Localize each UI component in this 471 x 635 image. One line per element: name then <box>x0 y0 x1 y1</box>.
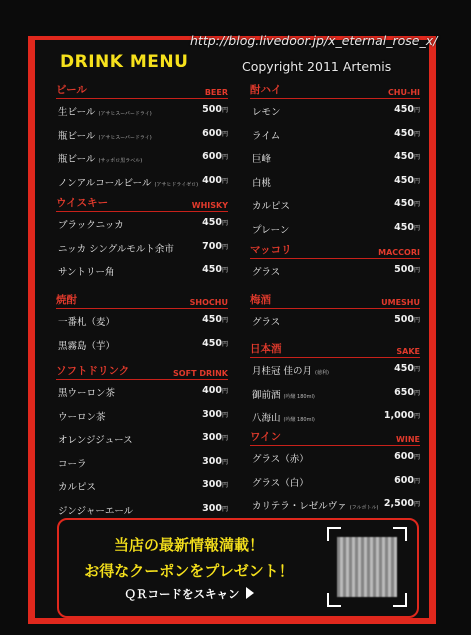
section-title-jp: 焼酎 <box>56 294 77 306</box>
menu-item-softdrink <box>56 479 228 493</box>
price-unit: 円 <box>221 317 228 324</box>
item-name-text: オレンジジュース <box>58 435 133 446</box>
item-name <box>252 198 290 212</box>
menu-item-shochu <box>56 338 228 352</box>
section-header-shochu <box>56 293 228 309</box>
item-price <box>394 128 420 139</box>
item-name <box>58 385 115 399</box>
price-unit: 円 <box>221 505 228 513</box>
price-unit: 円 <box>221 267 228 274</box>
item-name-text: 一番札（麦） <box>58 317 116 328</box>
section-title-en: SAKE <box>396 347 420 356</box>
section-title-jp: マッコリ <box>250 244 292 256</box>
section-title-en: CHU-HI <box>387 88 420 97</box>
item-note: (アサヒスーパードライ) <box>98 111 152 117</box>
item-name <box>252 222 289 236</box>
item-name-text: グラス（白） <box>252 477 309 489</box>
price-value: 450 <box>394 363 414 374</box>
menu-item-chuhi <box>250 128 420 142</box>
price-value: 450 <box>394 174 414 186</box>
promo-banner <box>57 518 419 618</box>
price-value: 600 <box>394 474 414 486</box>
item-name-text: カリテラ・レゼルヴァ <box>252 501 347 512</box>
price-unit: 円 <box>221 482 228 489</box>
price-unit: 円 <box>221 243 228 251</box>
section-header-chuhi <box>250 83 420 99</box>
price-value: 450 <box>394 127 414 139</box>
menu-item-sake <box>250 363 420 377</box>
section-title-jp: ソフトドリンク <box>56 365 130 377</box>
menu-item-wine <box>250 451 420 465</box>
price-value: 500 <box>394 314 414 325</box>
price-value: 450 <box>394 198 414 209</box>
price-unit: 円 <box>221 458 228 466</box>
menu-title: DRINK MENU <box>60 52 189 72</box>
item-name <box>58 409 106 423</box>
price-value: 300 <box>202 479 222 490</box>
price-value: 500 <box>394 264 414 275</box>
item-name-text: 月桂冠 佳の月 <box>252 366 313 377</box>
price-value: 300 <box>202 502 222 514</box>
item-price <box>394 264 420 275</box>
price-unit: 円 <box>221 388 228 395</box>
item-price <box>202 456 228 467</box>
item-name <box>58 503 133 517</box>
item-name-text: ジンジャーエール <box>58 505 134 517</box>
item-name-text: カルピス <box>58 482 97 493</box>
price-unit: 円 <box>221 435 228 442</box>
price-unit: 円 <box>413 130 420 138</box>
item-price <box>394 387 420 398</box>
price-value: 500 <box>202 104 222 115</box>
price-unit: 円 <box>221 411 228 419</box>
item-name-text: カルピス <box>252 201 291 212</box>
section-title-en: WINE <box>396 435 420 444</box>
price-unit: 円 <box>221 107 228 114</box>
price-value: 650 <box>394 386 414 398</box>
item-name <box>58 264 115 278</box>
menu-item-beer <box>56 151 228 165</box>
play-triangle-icon <box>246 587 254 599</box>
promo-line-1: 当店の最新情報満載！ <box>113 536 264 554</box>
item-name-text: 御前酒 <box>252 389 281 401</box>
price-value: 450 <box>202 217 222 228</box>
item-name <box>58 128 152 142</box>
price-unit: 円 <box>221 130 228 138</box>
price-value: 600 <box>202 151 222 162</box>
item-price <box>202 241 228 252</box>
price-unit: 円 <box>413 501 420 508</box>
price-value: 300 <box>202 408 222 420</box>
item-name <box>252 451 309 465</box>
price-value: 1,000 <box>383 410 414 421</box>
item-price <box>202 151 228 162</box>
item-note: (吟醸 180ml) <box>283 393 315 400</box>
price-value: 700 <box>202 240 222 252</box>
item-name <box>252 175 271 189</box>
item-name-text: ブラックニッカ <box>58 220 124 231</box>
item-note: (吟醸 180ml) <box>283 417 315 423</box>
section-header-sake <box>250 342 420 358</box>
item-name-text: プレーン <box>252 224 290 236</box>
item-name <box>58 104 152 118</box>
item-note: (アサヒドライゼロ) <box>154 181 199 188</box>
price-unit: 円 <box>413 413 420 420</box>
section-header-umeshu <box>250 293 420 309</box>
menu-item-softdrink <box>56 432 228 446</box>
watermark-copyright: Copyright 2011 Artemis <box>242 59 392 74</box>
price-unit: 円 <box>221 340 228 348</box>
section-header-wine <box>250 430 420 446</box>
section-header-beer <box>56 83 228 99</box>
price-unit: 円 <box>221 220 228 227</box>
section-title-jp: ワイン <box>250 431 282 443</box>
menu-item-whisky <box>56 241 228 255</box>
item-name <box>252 151 271 165</box>
menu-item-sake <box>250 410 420 424</box>
item-price <box>202 104 228 115</box>
item-price <box>202 264 228 275</box>
item-name-text: グラス <box>252 317 281 328</box>
menu-item-chuhi <box>250 198 420 212</box>
price-value: 450 <box>202 264 222 275</box>
menu-item-whisky <box>56 217 228 231</box>
scan-label: ＱＲコードをスキャン <box>124 587 240 601</box>
item-price <box>202 479 228 490</box>
item-name-text: ノンアルコールビール <box>58 177 152 189</box>
item-price <box>202 338 228 349</box>
item-note: (アサヒスーパードライ) <box>98 134 152 141</box>
item-name <box>252 498 378 512</box>
item-name-text: サントリー角 <box>58 267 115 278</box>
menu-item-sake <box>250 387 420 401</box>
menu-item-chuhi <box>250 104 420 118</box>
item-price <box>384 498 420 509</box>
item-name-text: グラス（赤） <box>252 454 309 465</box>
item-price <box>202 217 228 228</box>
item-price <box>202 385 228 396</box>
menu-item-softdrink <box>56 456 228 470</box>
item-note: (サッポロ黒ラベル) <box>98 158 143 164</box>
item-name <box>58 432 133 446</box>
item-name-text: 瓶ビール <box>58 130 96 142</box>
item-price <box>394 198 420 209</box>
item-name <box>58 338 115 352</box>
price-value: 450 <box>394 221 414 233</box>
menu-item-umeshu <box>250 314 420 328</box>
section-title-jp: 酎ハイ <box>250 84 282 96</box>
price-value: 450 <box>394 104 414 115</box>
item-name-text: 八海山 <box>252 413 281 424</box>
item-price <box>394 363 420 374</box>
qr-code-image <box>337 537 397 597</box>
menu-item-softdrink <box>56 385 228 399</box>
item-price <box>394 175 420 186</box>
item-price <box>394 104 420 115</box>
item-name-text: 黒霧島（芋） <box>58 340 116 352</box>
promo-line-2: お得なクーポンをプレゼント！ <box>84 562 294 580</box>
menu-item-softdrink <box>56 503 228 517</box>
price-unit: 円 <box>221 154 228 161</box>
price-unit: 円 <box>413 107 420 114</box>
item-name <box>252 475 309 489</box>
item-price <box>384 410 420 421</box>
item-name-text: レモン <box>252 107 281 118</box>
item-name <box>58 314 115 328</box>
promo-line-3 <box>59 586 319 602</box>
price-value: 450 <box>202 337 222 349</box>
watermark-url: http://blog.livedoor.jp/x_eternal_rose_x/ <box>190 33 438 48</box>
item-name <box>58 151 142 165</box>
menu-item-chuhi <box>250 151 420 165</box>
price-value: 600 <box>202 127 222 139</box>
menu-item-shochu <box>56 314 228 328</box>
item-name <box>252 410 315 424</box>
item-note: (徳利) <box>315 370 329 376</box>
menu-item-beer <box>56 128 228 142</box>
section-header-makgeolli <box>250 243 420 259</box>
menu-item-wine <box>250 498 420 512</box>
price-value: 300 <box>202 432 222 443</box>
item-price <box>394 314 420 325</box>
menu-item-beer <box>56 104 228 118</box>
price-unit: 円 <box>413 177 420 185</box>
item-price <box>202 314 228 325</box>
menu-item-makgeolli <box>250 264 420 278</box>
item-price <box>394 222 420 233</box>
menu-item-beer <box>56 175 228 189</box>
item-name-text: ニッカ シングルモルト余市 <box>58 243 174 255</box>
item-name-text: ウーロン茶 <box>58 411 106 423</box>
item-price <box>394 475 420 486</box>
section-title-en: SHOCHU <box>189 298 228 307</box>
price-value: 450 <box>394 151 414 162</box>
section-title-en: MACCORI <box>378 248 420 257</box>
item-name <box>252 387 315 401</box>
item-name-text: グラス <box>252 267 281 278</box>
section-title-en: BEER <box>204 88 228 97</box>
item-price <box>202 128 228 139</box>
item-name <box>58 217 124 231</box>
price-unit: 円 <box>413 201 420 208</box>
section-title-jp: ビール <box>56 84 87 96</box>
item-name <box>252 314 280 328</box>
item-name-text: コーラ <box>58 458 87 470</box>
menu-item-wine <box>250 475 420 489</box>
price-unit: 円 <box>413 224 420 232</box>
item-name-text: 瓶ビール <box>58 154 96 165</box>
item-name <box>252 363 329 377</box>
section-title-en: SOFT DRINK <box>173 369 228 378</box>
item-note: (フルボトル) <box>349 505 379 511</box>
section-header-whisky <box>56 196 228 212</box>
price-unit: 円 <box>413 454 420 461</box>
item-name <box>58 479 96 493</box>
item-name-text: 生ビール <box>58 107 96 118</box>
price-value: 300 <box>202 455 222 467</box>
section-title-jp: 梅酒 <box>250 294 271 306</box>
item-name <box>58 241 174 255</box>
price-unit: 円 <box>413 317 420 324</box>
price-value: 450 <box>202 314 222 325</box>
item-name-text: 黒ウーロン茶 <box>58 388 116 399</box>
price-unit: 円 <box>413 366 420 373</box>
section-header-softdrink <box>56 364 228 380</box>
price-unit: 円 <box>413 389 420 397</box>
item-price <box>202 503 228 514</box>
item-name-text: ライム <box>252 130 281 142</box>
section-title-en: WHISKY <box>191 201 228 210</box>
item-name-text: 巨峰 <box>252 154 272 165</box>
item-price <box>394 151 420 162</box>
price-value: 600 <box>394 451 414 462</box>
item-price <box>394 451 420 462</box>
qr-code-icon[interactable] <box>327 527 407 607</box>
price-unit: 円 <box>413 154 420 161</box>
item-name <box>252 104 281 118</box>
item-name <box>252 264 280 278</box>
item-name <box>252 128 280 142</box>
item-price <box>202 432 228 443</box>
menu-item-chuhi <box>250 222 420 236</box>
menu-item-softdrink <box>56 409 228 423</box>
price-unit: 円 <box>413 477 420 485</box>
section-title-en: UMESHU <box>381 298 420 307</box>
item-price <box>202 175 228 186</box>
section-title-jp: 日本酒 <box>250 343 282 355</box>
price-value: 400 <box>202 385 222 396</box>
item-price <box>202 409 228 420</box>
price-value: 2,500 <box>383 498 414 509</box>
price-unit: 円 <box>221 177 228 185</box>
price-value: 400 <box>202 174 222 186</box>
item-name <box>58 175 198 189</box>
item-name-text: 白桃 <box>252 177 272 189</box>
section-title-jp: ウイスキー <box>56 197 109 209</box>
menu-item-whisky <box>56 264 228 278</box>
item-name <box>58 456 87 470</box>
menu-item-chuhi <box>250 175 420 189</box>
price-unit: 円 <box>413 267 420 274</box>
